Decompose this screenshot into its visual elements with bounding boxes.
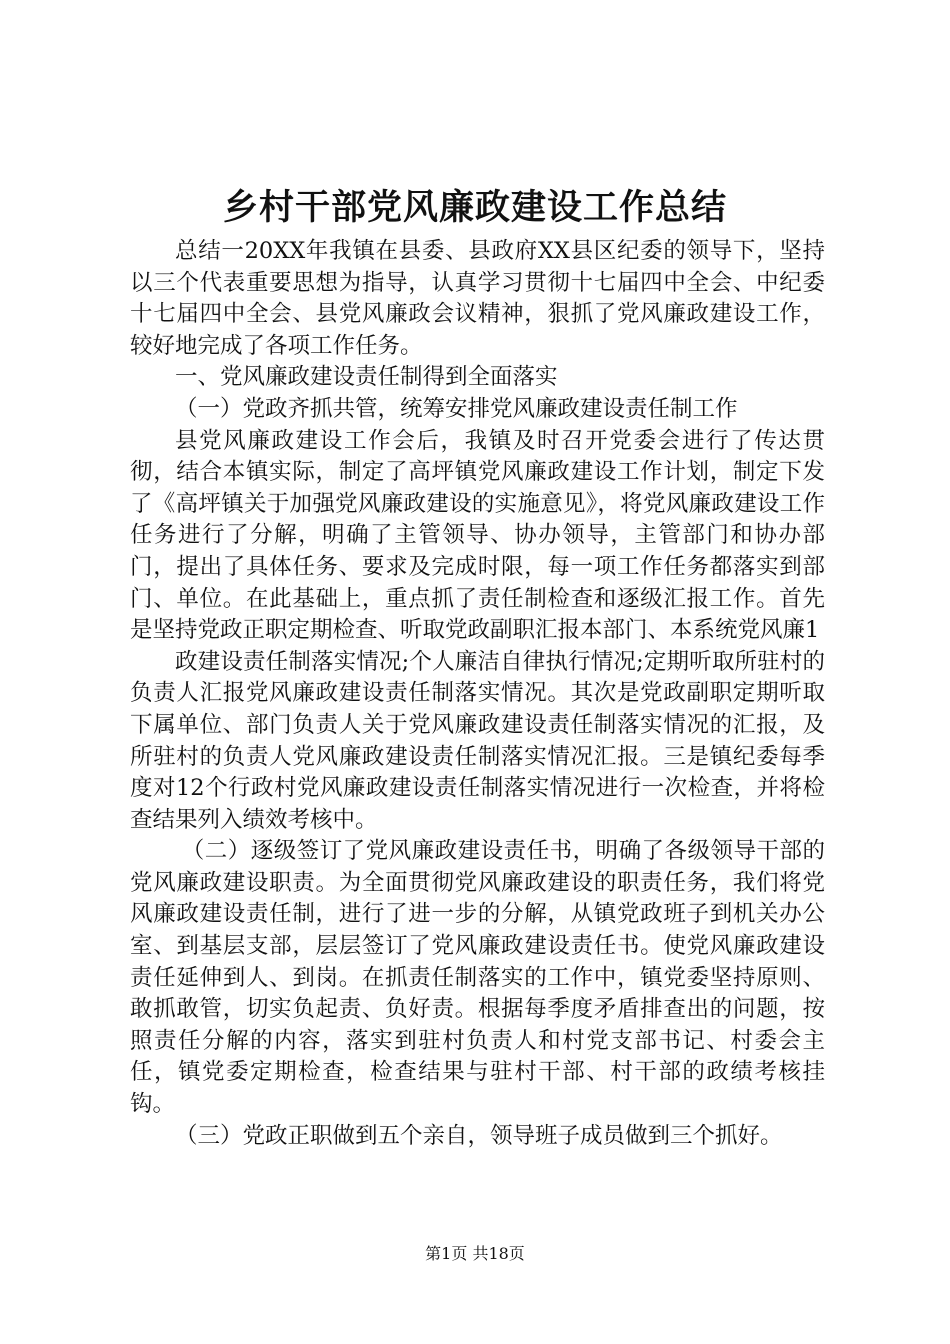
subsection-paragraph-2: （二）逐级签订了党风廉政建设责任书，明确了各级领导干部的党风廉政建设职责。为全面贯彻党风廉政建设的职责任务，我们将党风廉政建设责任制，进行了进一步的分解，从镇党政班子到机关办公室、到基层支部，层层签订了党风廉政建设责任书。使党风廉政建设责任延伸到人、到岗。在抓责任制落实的工作中，镇党委坚持原则、敢抓敢管，切实负起责、负好责。根据每季度矛盾排查出的问题，按照责任分解的内容，落实到驻村负责人和村党支部书记、村委会主任，镇党委定期检查，检查结果与驻村干部、村干部的政绩考核挂钩。	[130, 838, 825, 1118]
section-heading-1: 一、党风廉政建设责任制得到全面落实	[175, 364, 558, 391]
document-body	[130, 236, 825, 1152]
page-number-footer: 第1页 共18页	[425, 1244, 525, 1263]
paragraph-implementation: 政建设责任制落实情况;个人廉洁自律执行情况;定期听取所驻村的负责人汇报党风廉政建设责任制落实情况。其次是党政副职定期听取下属单位、部门负责人关于党风廉政建设责任制落实情况的汇报，及所驻村的负责人党风廉政建设责任制落实情况汇报。三是镇纪委每季度对12个行政村党风廉政建设责任制落实情况进行一次检查，并将检查结果列入绩效考核中。	[130, 648, 825, 833]
document-title: 乡村干部党风廉政建设工作总结	[222, 187, 727, 228]
subsection-heading-3: （三）党政正职做到五个亲自，领导班子成员做到三个抓好。	[175, 1122, 783, 1149]
subsection-heading-1: （一）党政齐抓共管，统筹安排党风廉政建设责任制工作	[175, 395, 738, 422]
paragraph-intro: 总结一20XX年我镇在县委、县政府XX县区纪委的领导下，坚持以三个代表重要思想为指导，认真学习贯彻十七届四中全会、中纪委十七届四中全会、县党风廉政会议精神，狠抓了党风廉政建设工作，较好地完成了各项工作任务。	[130, 238, 825, 359]
paragraph-responsibility: 县党风廉政建设工作会后，我镇及时召开党委会进行了传达贯彻，结合本镇实际，制定了高坪镇党风廉政建设工作计划，制定下发了《高坪镇关于加强党风廉政建设的实施意见》，将党风廉政建设工作任务进行了分解，明确了主管领导、协办领导，主管部门和协办部门，提出了具体任务、要求及完成时限，每一项工作任务都落实到部门、单位。在此基础上，重点抓了责任制检查和逐级汇报工作。首先是坚持党政正职定期检查、听取党政副职汇报本部门、本系统党风廉1	[130, 427, 825, 644]
